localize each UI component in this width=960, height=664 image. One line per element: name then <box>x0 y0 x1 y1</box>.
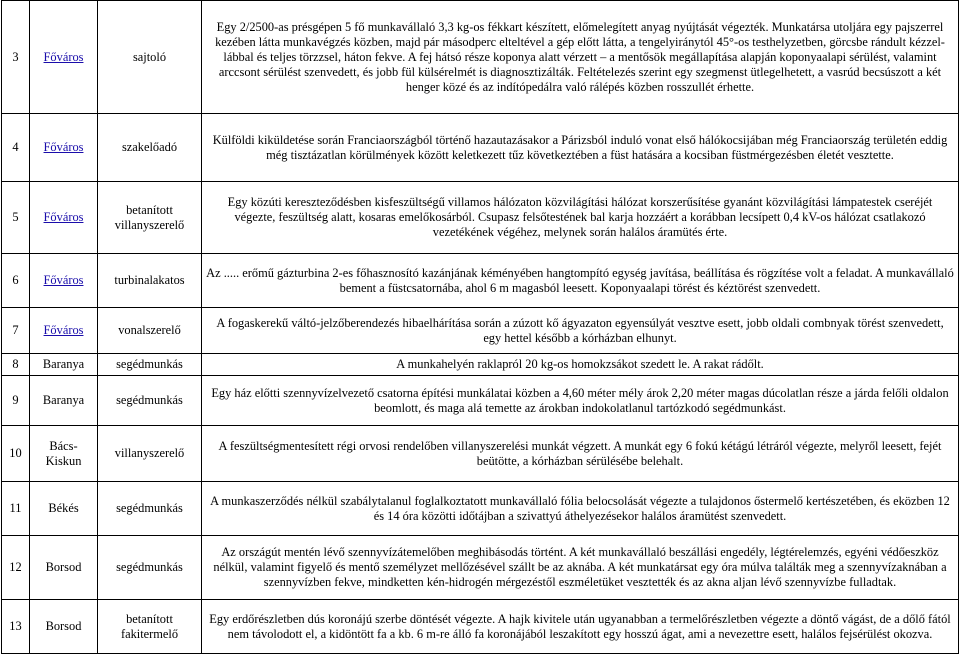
table-row <box>2 114 959 182</box>
row-occupation: villanyszerelő <box>98 426 202 482</box>
row-description: A fogaskerekű váltó-jelzőberendezés hibaelhárítása során a zúzott kő ágyazaton egyensúlyát vesztve esett, jobb oldali combnyak törést szenvedett, egy hettel később a kórházban elhunyt. <box>202 308 959 354</box>
table-row <box>2 426 959 482</box>
row-occupation: vonalszerelő <box>98 308 202 354</box>
table-body <box>2 1 959 654</box>
row-location: Békés <box>30 482 98 536</box>
row-description: A feszültségmentesített régi orvosi rendelőben villanyszerelési munkát végzett. A munkát egy 6 fokú kétágú létráról végezte, melyről leesett, fejét beütötte, a kórházban sérülésébe belehalt. <box>202 426 959 482</box>
row-number: 3 <box>2 1 30 114</box>
row-occupation: segédmunkás <box>98 536 202 600</box>
location-link[interactable]: Főváros <box>43 49 84 64</box>
row-location: Borsod <box>30 600 98 654</box>
row-location: Borsod <box>30 536 98 600</box>
row-number: 11 <box>2 482 30 536</box>
row-occupation: segédmunkás <box>98 482 202 536</box>
row-occupation: segédmunkás <box>98 376 202 426</box>
row-location[interactable] <box>30 254 98 308</box>
accident-table <box>1 0 959 654</box>
row-location: Baranya <box>30 376 98 426</box>
row-location: Bács-Kiskun <box>30 426 98 482</box>
row-description: A munkaszerződés nélkül szabálytalanul foglalkoztatott munkavállaló fólia belocsolását végezte a tulajdonos őstermelő kertészetében, és eközben 12 és 14 óra közötti időtájban a szivattyú áthelyezésekor halálos áramütést szenvedett. <box>202 482 959 536</box>
row-number: 10 <box>2 426 30 482</box>
table-row <box>2 536 959 600</box>
row-description: Egy közúti kereszteződésben kisfeszültségű villamos hálózaton közvilágítási hálózat korszerűsítése gyanánt közvilágítási lámpatestek cseréjét végezte, feszültség alatt, kosaras emelőkosárból. Csupasz felsőtestének bal karja hozzáért a korábban lecsípett 0,4 kV-os hálózat csatlakozó vezetékének végéhez, melynek során halálos áramütés érte. <box>202 182 959 254</box>
row-description: Egy erdőrészletben dús koronájú szerbe döntését végezte. A hajk kivitele után ugyanabban a termelőrészletben végezte a döntő vágást, de a dőlő fától nem távolodott el, a kidöntött fa a kb. 6 m-re álló fa koronájából leszakított egy hosszú ágat, ami a nevezettre esett, halálos fejsérülést okozva. <box>202 600 959 654</box>
row-description: Külföldi kiküldetése során Franciaországból történő hazautazásakor a Párizsból induló vonat első hálókocsijában még Franciaország területén eddig még tisztázatlan körülmények között keletkezett tűz következtében a füst hatására a kocsiban füstmérgezésben életét vesztette. <box>202 114 959 182</box>
row-number: 12 <box>2 536 30 600</box>
row-description: Az ..... erőmű gázturbina 2-es főhasznosító kazánjának kéményében hangtompító egység javítása, beállítása és rögzítése volt a feladat. A munkavállaló bement a füstcsatornába, ahol 6 m magasból leesett. Koponyaalapi törést és kéztörést szenvedett. <box>202 254 959 308</box>
row-occupation: sajtoló <box>98 1 202 114</box>
table-row <box>2 600 959 654</box>
row-occupation: betanított villanyszerelő <box>98 182 202 254</box>
location-link[interactable]: Főváros <box>43 273 84 287</box>
table-row <box>2 254 959 308</box>
table-row <box>2 308 959 354</box>
row-number: 7 <box>2 308 30 354</box>
row-location[interactable] <box>30 1 98 114</box>
row-number: 5 <box>2 182 30 254</box>
location-link[interactable]: Főváros <box>43 323 84 337</box>
row-number: 8 <box>2 354 30 376</box>
row-occupation: szakelőadó <box>98 114 202 182</box>
row-occupation: segédmunkás <box>98 354 202 376</box>
location-link[interactable]: Főváros <box>43 140 84 154</box>
row-description: Egy 2/2500-as présgépen 5 fő munkavállaló 3,3 kg-os fékkart készített, előmelegített anyag nyújtását végezték. Munkatársa utoljára egy pajszerrel kezében látta munkavégzés közben, majd pár másodperc elteltével a gép előtt látta, a tengelyiránytól 45°-os testhelyzetben, görcsbe rándult kézzel- lábbal és teljes törzzsel, háton fekve. A fej hátsó része koponya alatt vérzett – a mentősök megállapítása alapján koponyaalapi sérülést, valamint arccsont sérülést szenvedett, és jobb fül külsérelmét is diagnosztizálták. Feltételezés szerint egy szegmenst ütlegelhetett, a vasrúd becsúszott a két henger közé és az indítópedálra való rálépés közben rosszullét érhette. <box>202 1 959 114</box>
row-location[interactable] <box>30 114 98 182</box>
row-location: Baranya <box>30 354 98 376</box>
row-occupation: turbinalakatos <box>98 254 202 308</box>
row-location[interactable] <box>30 308 98 354</box>
table-row <box>2 482 959 536</box>
row-number: 9 <box>2 376 30 426</box>
row-number: 13 <box>2 600 30 654</box>
row-number: 4 <box>2 114 30 182</box>
table-row <box>2 376 959 426</box>
row-description: Egy ház előtti szennyvízelvezető csatorna építési munkálatai közben a 4,60 méter mély árok 2,20 méter magas dúcolatlan része a járda felőli oldalon beomlott, és maga alá temette az árokban indokolatlanul tartózkodó segédmunkást. <box>202 376 959 426</box>
location-link[interactable]: Főváros <box>43 210 84 224</box>
row-description: A munkahelyén raklapról 20 kg-os homokzsákot szedett le. A rakat rádőlt. <box>202 354 959 376</box>
row-description: Az országút mentén lévő szennyvízátemelőben meghibásodás történt. A két munkavállaló beszállási engedély, légtérelemzés, egyéni védőeszköz nélkül, valamint figyelő és mentő személyzet mellőzésével szállt be az aknába. A két munkatársat egy óra múlva találták meg a szennyvízaknában a szennyvízben fekve, mindketten kén-hidrogén mérgezéstől eszméletüket vesztették és az akna aljan lévő szennyvízbe fulladtak. <box>202 536 959 600</box>
table-row <box>2 354 959 376</box>
table-row <box>2 1 959 114</box>
row-occupation: betanított fakitermelő <box>98 600 202 654</box>
row-location[interactable] <box>30 182 98 254</box>
row-number: 6 <box>2 254 30 308</box>
table-row <box>2 182 959 254</box>
